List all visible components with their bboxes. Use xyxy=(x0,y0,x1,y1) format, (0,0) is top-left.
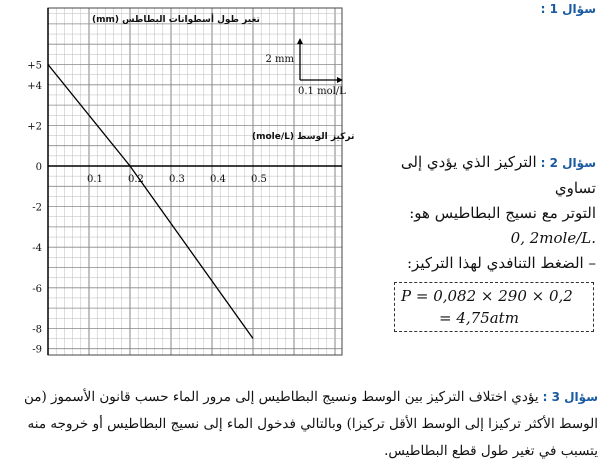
question-2-answer xyxy=(378,150,596,276)
scale-x-label: 0.1 mol/L xyxy=(298,86,346,97)
y-tick-label: +5 xyxy=(27,60,42,72)
q2-line-4: – الضغط التنافدي لهذا التركيز: xyxy=(406,254,596,272)
y-tick-label: -9 xyxy=(32,344,42,356)
q3-text: يؤدي اختلاف التركيز بين الوسط ونسيج البطاطيس إلى مرور الماء حسب قانون الأسموز (من الوسط الأكثر تركيزا إلى الوسط الأقل تركيزا) وبالتالي فدخول الماء إلى نسيج البطاطيس أو خروجه منه يتسبب في تغير طول قطع البطاطيس. xyxy=(23,389,598,459)
q2-line-3: 0, 2mole/L. xyxy=(510,229,596,247)
y-tick-label: -2 xyxy=(32,202,42,214)
y-axis-title: (mm) تغير طول أسطوانات البطاطس xyxy=(92,15,260,25)
x-tick-label: 0.4 xyxy=(210,174,226,185)
question-1-label: سؤال 1 : xyxy=(540,2,596,16)
scale-y-label: 2 mm xyxy=(265,54,294,65)
x-axis-title: (mole/L) تركيز الوسط xyxy=(252,132,355,142)
question-3-answer xyxy=(8,384,598,465)
osmotic-pressure-formula xyxy=(394,282,594,332)
y-tick-label: +4 xyxy=(27,80,42,92)
question-2-label: سؤال 2 : xyxy=(540,156,596,170)
y-tick-label: -8 xyxy=(32,324,42,336)
y-tick-label: +2 xyxy=(27,121,42,133)
y-tick-label: 0 xyxy=(35,162,42,173)
x-tick-label: 0.2 xyxy=(128,174,144,185)
formula-line-2: = 4,75atm xyxy=(439,309,519,327)
data-line xyxy=(48,65,253,339)
x-tick-label: 0.5 xyxy=(251,174,267,185)
y-tick-label: -4 xyxy=(32,243,42,255)
formula-line-1: P = 0,082 × 290 × 0,2 xyxy=(401,287,573,305)
question-3-label: سؤال 3 : xyxy=(542,390,598,404)
q2-line-2: التوتر مع نسيج البطاطيس هو: xyxy=(409,204,596,222)
q2-line-1: التركيز الذي يؤدي إلى تساوي xyxy=(400,153,596,197)
x-tick-label: 0.3 xyxy=(169,174,185,185)
y-tick-label: -6 xyxy=(32,283,42,295)
x-tick-label: 0.1 xyxy=(87,174,103,185)
chart-series xyxy=(48,65,253,339)
